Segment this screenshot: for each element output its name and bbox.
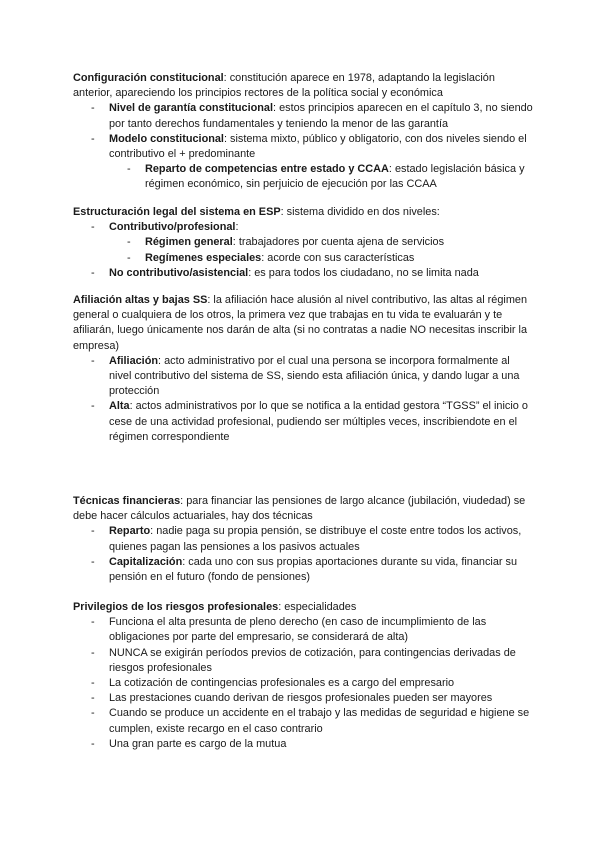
item-term: Capitalización [109,555,183,568]
list-item [73,101,533,131]
item-text: : estado legislación básica y régimen económico, sin perjuicio de ejecución por las CCAA [145,163,525,191]
section-heading: Configuración constitucional [73,72,224,84]
item-term: Afiliación [109,354,159,367]
item-term: Contributivo/profesional [109,221,236,234]
item-term: Régimen general [145,236,233,249]
list-item: - Funciona el alta presunta de pleno derecho (en caso de incumplimiento de las obligaciones por parte del empresario, se considerará de alta) [73,615,533,645]
item-term: Modelo constitucional [109,132,224,145]
section-privilegios-riesgos [73,600,533,752]
paragraph-text: : la afiliación hace alusión al nivel contributivo, las altas al régimen general o cualquiera de los otros, la primera vez que trabajas en tu vida te evaluarán y te afiliarán, luego únicamente nos darán de alta (si no contratas a nadie NO necesitas inscribir la empresa) [73,294,528,352]
item-text: : cada uno con sus propias aportaciones durante su vida, financiar su pensión en el futuro (fondo de pensiones) [109,555,518,584]
paragraph-text: : especialidades [278,601,357,613]
item-term: Reparto [109,525,151,538]
section-heading: Afiliación altas y bajas SS [73,294,208,306]
sub-list-item [109,162,533,192]
section-heading: Estructuración legal del sistema en ESP [73,206,281,218]
sub-bullet-list [109,235,533,265]
item-term: Alta [109,400,130,413]
bullet-list [73,354,533,445]
paragraph [73,494,533,524]
bullet-list [73,524,533,585]
list-item [73,354,533,400]
list-item [73,266,533,281]
item-text: : acorde con sus características [261,251,415,264]
paragraph [73,293,533,354]
item-term: No contributivo/asistencial [109,266,249,279]
section-configuracion-constitucional [73,71,533,193]
section-estructuracion-legal [73,205,533,281]
sub-list-item [109,235,533,250]
item-text: : sistema mixto, público y obligatorio, con dos niveles siendo el contributivo el + predominante [109,132,527,161]
sub-bullet-list [109,162,533,192]
item-term: Regímenes especiales [145,251,262,264]
list-item [73,132,533,193]
list-item [73,399,533,445]
item-text: : es para todos los ciudadano, no se limita nada [248,266,479,279]
list-item: - NUNCA se exigirán períodos previos de cotización, para contingencias derivadas de riesgos profesionales [73,646,533,676]
bullet-list [73,220,533,281]
sub-list-item [109,251,533,266]
list-item: - Cuando se produce un accidente en el trabajo y las medidas de seguridad e higiene se cumplen, existe recargo en el caso contrario [73,706,533,736]
section-afiliacion [73,293,533,445]
bullet-list [73,101,533,192]
paragraph [73,205,533,220]
paragraph [73,600,533,615]
list-item [73,220,533,266]
item-text: : estos principios aparecen en el capítulo 3, no siendo por tanto derechos fundamentales y teniendo la menor de las garantía [109,102,533,130]
item-text: : actos administrativos por lo que se notifica a la entidad gestora “TGSS” el inicio o cese de una actividad profesional, pudiendo ser múltiples veces, inscribiendote en el régimen correspondiente [109,400,528,443]
list-item [73,555,533,585]
list-item [73,524,533,554]
item-text: : acto administrativo por el cual una persona se incorpora formalmente al nivel contributivo del sistema de SS, siendo esta afiliación única, y dando lugar a una protección [109,354,520,398]
section-heading: Técnicas financieras [73,495,181,507]
bullet-list [73,615,533,752]
paragraph [73,71,533,101]
list-item: - La cotización de contingencias profesionales es a cargo del empresario [73,676,533,691]
item-term: Reparto de competencias entre estado y CCAA [145,163,389,176]
paragraph-text: : para financiar las pensiones de largo alcance (jubilación, viudedad) se debe hacer cálculos actuariales, hay dos técnicas [73,495,526,523]
item-term: Nivel de garantía constitucional [109,102,274,115]
item-text: : [235,221,239,234]
list-item: - Las prestaciones cuando derivan de riesgos profesionales pueden ser mayores [73,691,533,706]
section-tecnicas-financieras [73,494,533,585]
section-heading: Privilegios de los riesgos profesionales [73,601,279,613]
paragraph-text: : sistema dividido en dos niveles: [280,206,440,218]
item-text: : nadie paga su propia pensión, se distribuye el coste entre todos los activos, quienes pagan las pensiones a los pasivos actuales [109,525,522,553]
paragraph-text: : constitución aparece en 1978, adaptando la legislación anterior, apareciendo los principios rectores de la política social y económica [73,72,495,100]
item-text: : trabajadores por cuenta ajena de servicios [232,236,445,249]
list-item: - Una gran parte es cargo de la mutua [73,737,533,752]
